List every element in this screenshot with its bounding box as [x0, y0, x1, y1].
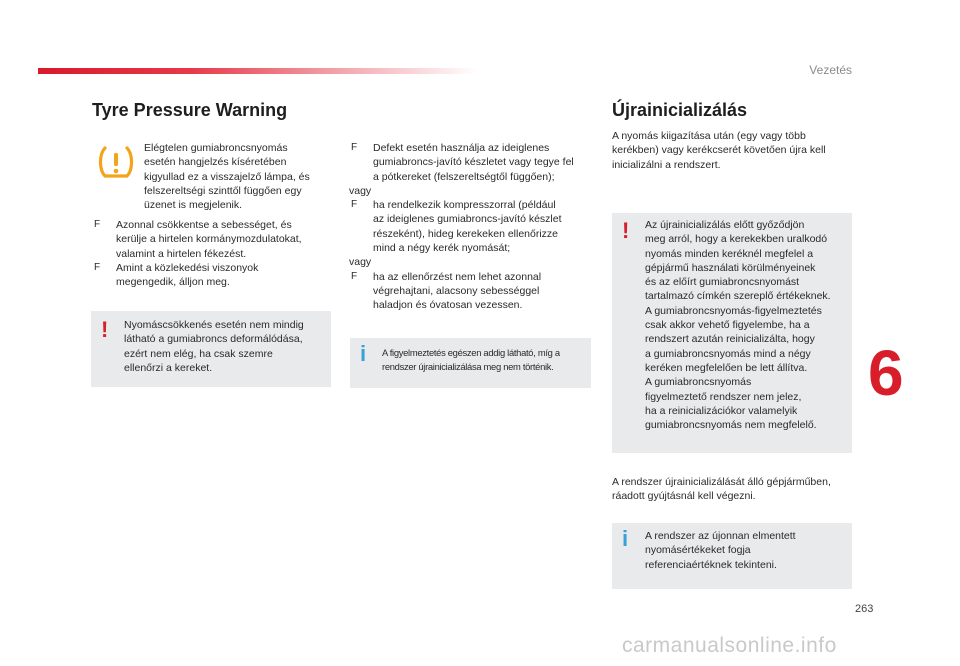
- warning-line: tartalmazó címkén szereplő értékeknek.: [645, 290, 831, 303]
- bullet-line: Amint a közlekedési viszonyok: [116, 261, 259, 274]
- warning-line: látható a gumiabroncs deformálódása,: [124, 333, 303, 346]
- bullet-item: [349, 270, 594, 313]
- bullet-item: [349, 141, 594, 184]
- info-line: nyomásértékeket fogja: [645, 544, 751, 557]
- middle-list: [349, 141, 594, 313]
- bullet-line: végrehajtani, alacsony sebességgel: [373, 284, 540, 297]
- bullet-line: gumiabroncs-javító készletet vagy tegye fel: [373, 156, 574, 169]
- bullet-marker-icon: F: [94, 261, 101, 273]
- bullet-line: ha az ellenőrzést nem lehet azonnal: [373, 270, 542, 283]
- bullet-line: ha rendelkezik kompresszorral (például: [373, 199, 556, 212]
- exclamation-icon: !: [101, 317, 109, 342]
- connector-text: vagy: [349, 184, 372, 197]
- right-paragraph: [612, 475, 831, 504]
- warning-line: ezért nem elég, ha csak szemre: [124, 347, 273, 360]
- warning-line: A gumiabroncsnyomás-figyelmeztetés: [645, 304, 822, 317]
- right-warning-text: [645, 218, 831, 432]
- warning-line: figyelmeztető rendszer nem jelez,: [645, 390, 802, 403]
- warning-line: a gumiabroncsnyomás mind a négy: [645, 347, 811, 360]
- intro-line: felszereltségi szinttől függően egy: [144, 184, 302, 197]
- warning-line: meg arról, hogy a kerekekben uralkodó: [645, 233, 828, 246]
- bullet-line: Azonnal csökkentse a sebességet, és: [116, 219, 292, 231]
- bullet-line: a pótkereket (felszereltségtől függően);: [373, 170, 555, 183]
- middle-info-box: [350, 338, 591, 388]
- intro-line: kigyullad ez a visszajelző lámpa, és: [144, 170, 310, 183]
- bullet-item: [92, 218, 332, 261]
- bullet-line: az ideiglenes gumiabroncs-javító készlet: [373, 213, 562, 226]
- info-line: referenciaértéknek tekinteni.: [645, 558, 777, 571]
- bullet-marker-icon: F: [351, 142, 358, 153]
- bullet-line: kerülje a hirtelen kormánymozdulatokat,: [116, 233, 302, 246]
- paragraph-line: A rendszer újrainicializálását álló gépjárműben,: [612, 476, 831, 488]
- left-intro-text: [144, 141, 310, 212]
- watermark: carmanualsonline.info: [622, 634, 837, 657]
- bullet-line: részeként), hideg kerekeken ellenőrizze: [373, 227, 559, 240]
- header-color-bar: [38, 68, 478, 74]
- chapter-number: 6: [868, 337, 904, 409]
- intro-line: kerékben) vagy kerékcserét követően újra kell: [612, 144, 826, 157]
- intro-line: üzenet is megjelenik.: [144, 199, 243, 212]
- warning-line: Nyomáscsökkenés esetén nem mindig: [124, 319, 304, 331]
- warning-line: A gumiabroncsnyomás: [645, 376, 752, 389]
- bullet-line: megengedik, álljon meg.: [116, 276, 230, 289]
- warning-line: ellenőrzi a kereket.: [124, 361, 213, 374]
- right-intro-text: [612, 129, 826, 172]
- bullet-marker-icon: F: [351, 199, 358, 211]
- bullet-marker-icon: F: [351, 270, 358, 282]
- section-title: Vezetés: [809, 63, 852, 77]
- intro-line: Elégtelen gumiabroncsnyomás: [144, 142, 288, 154]
- right-heading: Újrainicializálás: [612, 100, 748, 120]
- info-line: A rendszer az újonnan elmentett: [645, 530, 796, 542]
- info-line: rendszer újrainicializálása meg nem történik.: [382, 361, 554, 373]
- warning-line: ha a reinicializációkor valamelyik: [645, 404, 798, 417]
- bullet-line: Defekt esetén használja az ideiglenes: [373, 142, 550, 154]
- warning-line: gépjármű használati körülményeinek: [645, 261, 816, 274]
- bullet-item: [349, 198, 594, 255]
- bullet-line: haladjon és óvatosan vezessen.: [373, 299, 523, 312]
- bullet-line: mind a négy kerék nyomását;: [373, 242, 511, 255]
- warning-line: Az újrainicializálás előtt győződjön: [645, 219, 805, 231]
- exclamation-icon: !: [622, 218, 630, 243]
- right-info-box: [612, 523, 852, 589]
- bullet-line: valamint a hirtelen fékezést.: [116, 247, 247, 260]
- intro-line: A nyomás kiigazítása után (egy vagy több: [612, 130, 806, 142]
- intro-line: esetén hangjelzés kíséretében: [144, 156, 287, 169]
- right-warning-box: [612, 213, 852, 453]
- left-warning-box: [91, 311, 331, 387]
- right-info-text: [645, 529, 796, 572]
- left-bullet-list: [92, 218, 332, 289]
- connector-text: vagy: [349, 256, 372, 269]
- warning-line: csak akkor vehető figyelembe, ha a: [645, 319, 810, 332]
- warning-line: rendszert azután reinicializálta, hogy: [645, 333, 815, 346]
- left-heading: Tyre Pressure Warning: [92, 100, 288, 120]
- warning-line: gumiabroncsnyomás nem megfelelő.: [645, 419, 817, 432]
- warning-line: nyomás minden keréknél megfelel a: [645, 247, 814, 260]
- warning-line: és az előírt gumiabroncsnyomást: [645, 276, 800, 289]
- middle-info-text: [382, 346, 560, 375]
- info-line: A figyelmeztetés egészen addig látható, míg a: [382, 347, 560, 358]
- paragraph-line: ráadott gyújtásnál kell végezni.: [612, 490, 756, 503]
- page-number: 263: [855, 603, 874, 615]
- tyre-pressure-warning-icon: [98, 144, 134, 180]
- info-icon: i: [622, 526, 629, 551]
- intro-line: inicializálni a rendszert.: [612, 158, 721, 171]
- bullet-item: [92, 261, 332, 290]
- warning-line: keréken megfelelően be lett állítva.: [645, 361, 808, 374]
- bullet-marker-icon: F: [94, 219, 101, 230]
- info-icon: i: [360, 341, 367, 366]
- left-warning-text: [124, 318, 304, 375]
